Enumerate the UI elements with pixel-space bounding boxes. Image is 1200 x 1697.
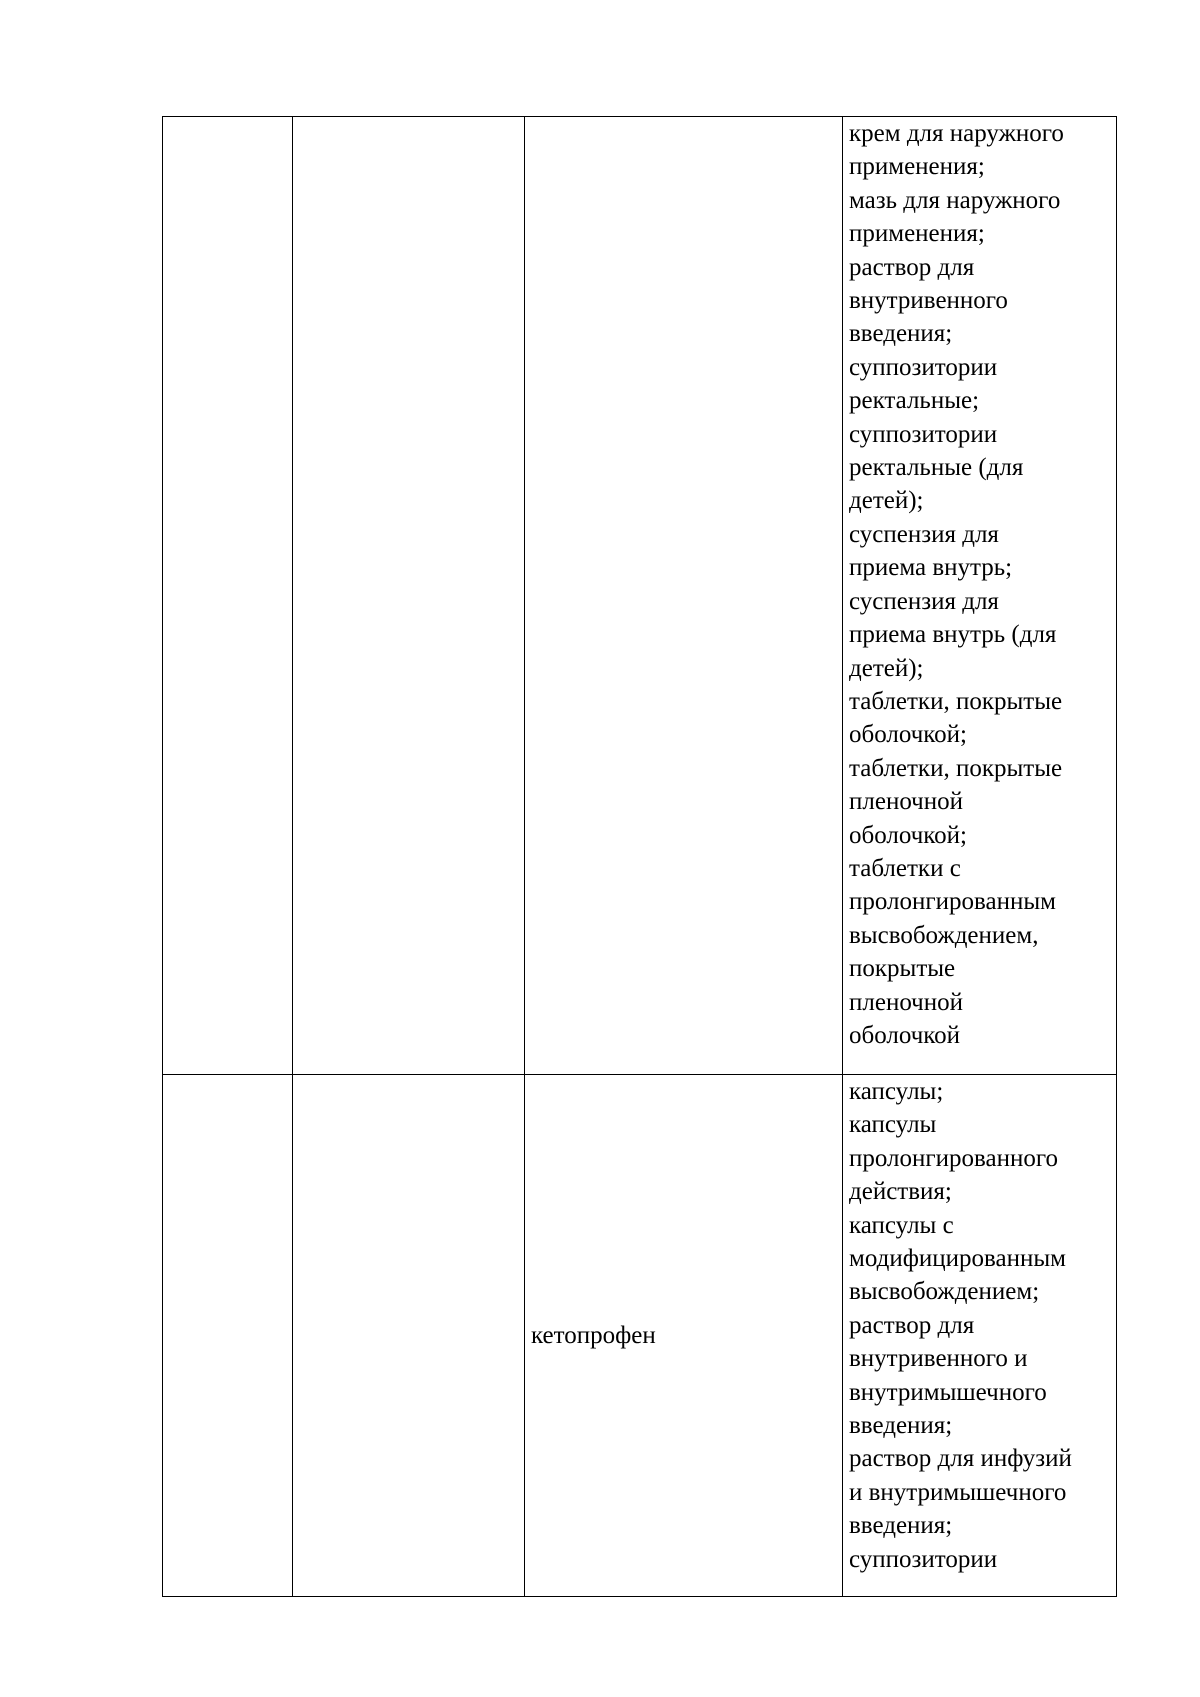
dosage-form-line: мазь для наружного bbox=[849, 186, 1061, 214]
drug-name-cell bbox=[525, 117, 843, 1075]
table-row bbox=[163, 1075, 1117, 1597]
dosage-form-line: таблетки, покрытые bbox=[849, 687, 1063, 715]
dosage-form-line: раствор для bbox=[849, 1311, 975, 1339]
dosage-forms-cell bbox=[843, 117, 1117, 1075]
dosage-form-line: пролонгированного bbox=[849, 1144, 1058, 1172]
dosage-form-line: пролонгированным bbox=[849, 888, 1056, 916]
drug-name-cell: кетопрофен bbox=[525, 1075, 843, 1597]
dosage-form-line: пленочной bbox=[849, 788, 964, 816]
medication-table bbox=[162, 116, 1117, 1597]
dosage-form-line: суппозитории bbox=[849, 353, 998, 381]
dosage-form-line: внутривенного и bbox=[849, 1345, 1028, 1373]
dosage-form-line: ректальные; bbox=[849, 387, 980, 415]
dosage-form-line: модифицированным bbox=[849, 1245, 1066, 1273]
dosage-form-line: внутривенного bbox=[849, 287, 1008, 315]
dosage-form-line: покрытые bbox=[849, 955, 956, 983]
dosage-form-line: приема внутрь; bbox=[849, 554, 1013, 582]
atc-code-cell bbox=[163, 1075, 293, 1597]
dosage-form-line: оболочкой bbox=[849, 1021, 961, 1049]
dosage-form-line: и внутримышечного bbox=[849, 1478, 1067, 1506]
group-cell bbox=[293, 1075, 525, 1597]
dosage-form-line: применения; bbox=[849, 220, 985, 248]
dosage-form-line: высвобождением; bbox=[849, 1278, 1040, 1306]
group-cell bbox=[293, 117, 525, 1075]
dosage-form-line: детей); bbox=[849, 654, 924, 682]
dosage-forms-cell bbox=[843, 1075, 1117, 1597]
dosage-form-line: раствор для bbox=[849, 253, 975, 281]
dosage-form-line: раствор для инфузий bbox=[849, 1445, 1072, 1473]
dosage-form-line: оболочкой; bbox=[849, 821, 967, 849]
dosage-form-line: суспензия для bbox=[849, 520, 999, 548]
dosage-form-line: капсулы bbox=[849, 1111, 937, 1139]
dosage-form-line: действия; bbox=[849, 1178, 952, 1206]
dosage-form-line: таблетки с bbox=[849, 854, 961, 882]
dosage-form-line: капсулы с bbox=[849, 1211, 954, 1239]
dosage-form-line: капсулы; bbox=[849, 1078, 944, 1105]
dosage-form-line: применения; bbox=[849, 153, 985, 181]
dosage-form-line: введения; bbox=[849, 1412, 953, 1440]
dosage-form-line: пленочной bbox=[849, 988, 964, 1016]
dosage-form-line: оболочкой; bbox=[849, 721, 967, 749]
dosage-form-line: суспензия для bbox=[849, 587, 999, 615]
dosage-form-line: суппозитории bbox=[849, 420, 998, 448]
dosage-form-line: высвобождением, bbox=[849, 921, 1039, 949]
dosage-form-line: суппозитории bbox=[849, 1545, 998, 1573]
dosage-form-line: детей); bbox=[849, 487, 924, 515]
dosage-form-line: крем для наружного bbox=[849, 120, 1064, 147]
dosage-form-line: приема внутрь (для bbox=[849, 621, 1057, 649]
table-row bbox=[163, 117, 1117, 1075]
atc-code-cell bbox=[163, 117, 293, 1075]
dosage-form-line: внутримышечного bbox=[849, 1378, 1047, 1406]
dosage-form-line: ректальные (для bbox=[849, 454, 1024, 482]
dosage-form-line: таблетки, покрытые bbox=[849, 754, 1063, 782]
dosage-form-line: введения; bbox=[849, 1512, 953, 1540]
dosage-form-line: введения; bbox=[849, 320, 953, 348]
